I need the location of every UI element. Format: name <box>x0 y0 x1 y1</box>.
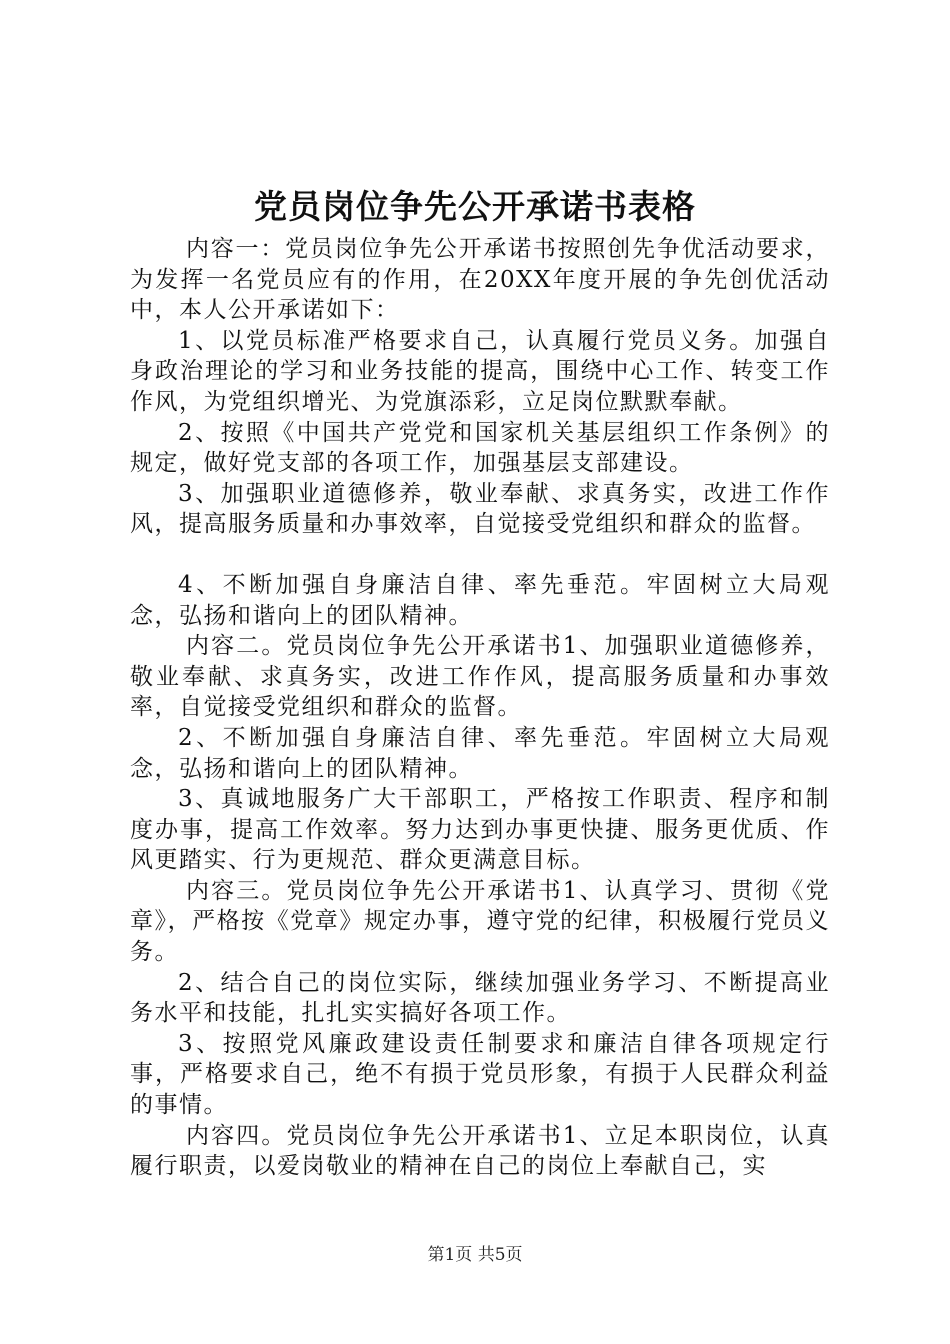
paragraph-content-3-intro: 内容三。党员岗位争先公开承诺书1、认真学习、贯彻《党章》，严格按《党章》规定办事，遵守党的纪律，积极履行党员义务。 <box>130 877 830 966</box>
document-title: 党员岗位争先公开承诺书表格 <box>254 187 696 226</box>
paragraph-item: 3、真诚地服务广大干部职工，严格按工作职责、程序和制度办事，提高工作效率。努力达到办事更快捷、服务更优质、作风更踏实、行为更规范、群众更满意目标。 <box>130 786 830 874</box>
paragraph-item: 3、加强职业道德修养，敬业奉献、求真务实，改进工作作风，提高服务质量和办事效率，自觉接受党组织和群众的监督。 <box>130 480 830 538</box>
page-number-footer: 第1页 共5页 <box>427 1245 523 1265</box>
paragraph-content-2-intro: 内容二。党员岗位争先公开承诺书1、加强职业道德修养，敬业奉献、求真务实，改进工作作风，提高服务质量和办事效率，自觉接受党组织和群众的监督。 <box>130 633 830 721</box>
paragraph-content-1-intro: 内容一：党员岗位争先公开承诺书按照创先争优活动要求，为发挥一名党员应有的作用，在20XX年度开展的争先创优活动中，本人公开承诺如下： <box>130 236 830 324</box>
paragraph-item: 1、以党员标准严格要求自己，认真履行党员义务。加强自身政治理论的学习和业务技能的提高，围绕中心工作、转变工作作风，为党组织增光、为党旗添彩，立足岗位默默奉献。 <box>130 327 830 415</box>
paragraph-item: 2、按照《中国共产党党和国家机关基层组织工作条例》的规定，做好党支部的各项工作，加强基层支部建设。 <box>130 419 830 477</box>
paragraph-item: 2、不断加强自身廉洁自律、率先垂范。牢固树立大局观念，弘扬和谐向上的团队精神。 <box>130 724 830 782</box>
document-body <box>130 234 830 1182</box>
paragraph-item: 4、不断加强自身廉洁自律、率先垂范。牢固树立大局观念，弘扬和谐向上的团队精神。 <box>130 571 830 629</box>
paragraph-item: 3、按照党风廉政建设责任制要求和廉洁自律各项规定行事，严格要求自己，绝不有损于党员形象，有损于人民群众利益的事情。 <box>130 1030 830 1119</box>
paragraph-item: 2、结合自己的岗位实际，继续加强业务学习、不断提高业务水平和技能，扎扎实实搞好各项工作。 <box>130 969 830 1027</box>
paragraph-content-4-intro: 内容四。党员岗位争先公开承诺书1、立足本职岗位，认真履行职责，以爱岗敬业的精神在自己的岗位上奉献自己，实 <box>130 1122 830 1180</box>
paragraph-spacer <box>130 540 830 570</box>
